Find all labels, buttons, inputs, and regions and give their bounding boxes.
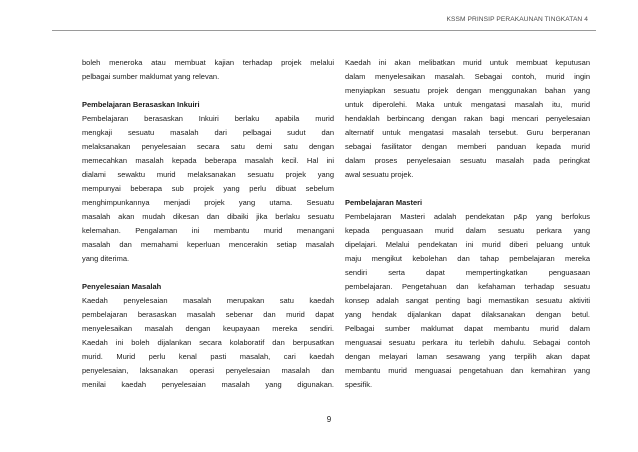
- text-line: boleh meneroka atau membuat kajian terhadap projek melalui: [82, 58, 334, 67]
- text-line: spesifik.: [345, 380, 373, 389]
- text-line: sebagai fasilitator dengan memberi panduan kepada murid: [345, 142, 590, 151]
- text-line: Pelbagai sumber maklumat dapat membantu murid dalam: [345, 324, 590, 333]
- text-line: menyelesaikan masalah dengan keupayaan mereka sendiri.: [82, 324, 334, 333]
- text-line: masalah akan mudah dikesan dan dibaiki jika berlaku sesuatu: [82, 212, 334, 221]
- text-line: awal sesuatu projek.: [345, 170, 414, 179]
- text-line: menyiapkan sesuatu projek dengan menggunakan bahan yang: [345, 86, 590, 95]
- text-line: yang hendak dijalankan dapat dilaksanakan dengan betul.: [345, 310, 590, 319]
- text-line: mempunyai beberapa sub projek yang perlu dibuat sebelum: [82, 184, 334, 193]
- text-line: menilai kaedah penyelesaian masalah yang digunakan.: [82, 380, 334, 389]
- text-line: dipelajari. Melalui pendekatan ini murid diberi peluang untuk: [345, 240, 590, 249]
- text-line: sendiri serta dapat mempertingkatkan penguasaan: [345, 268, 590, 277]
- text-line: penyelesaian, laksanakan operasi penyelesaian masalah dan: [82, 366, 334, 375]
- paragraph-gap: [82, 84, 334, 98]
- text-line: pembelajaran. Pengetahuan dan kefahaman terhadap sesuatu: [345, 282, 590, 291]
- text-line: Kaedah ini akan melibatkan murid untuk membuat keputusan: [345, 58, 590, 67]
- paragraph-gap: [345, 182, 590, 196]
- text-line: mengkaji sesuatu masalah dari pelbagai sudut dan: [82, 128, 334, 137]
- header-divider: [52, 30, 596, 31]
- text-line: Kaedah ini boleh dijalankan secara kolaboratif dan berpusatkan: [82, 338, 334, 347]
- text-line: menghimpunkannya menjadi projek yang utama. Sesuatu: [82, 198, 334, 207]
- text-line: masalah dan memahami keperluan mencerakin setiap masalah: [82, 240, 334, 249]
- text-line: pelbagai sumber maklumat yang relevan.: [82, 72, 220, 81]
- text-line: membantu murid menguasai pengetahuan dan kemahiran yang: [345, 366, 590, 375]
- text-line: murid. Murid perlu kenal pasti masalah, cari kaedah: [82, 352, 334, 361]
- running-header: KSSM PRINSIP PERAKAUNAN TINGKATAN 4: [446, 16, 588, 23]
- text-line: yang diterima.: [82, 254, 130, 263]
- text-line: memecahkan masalah kepada beberapa masalah kecil. Hal ini: [82, 156, 334, 165]
- text-line: dalam proses penyelesaian sesuatu masalah pada peringkat: [345, 156, 590, 165]
- left-text-column: [82, 56, 334, 392]
- text-line: hendaklah berbincang dengan rakan bagi mencari penyelesaian: [345, 114, 590, 123]
- text-line: dialami sewaktu murid melaksanakan sesuatu projek yang: [82, 170, 334, 179]
- text-line: menguasai sesuatu perkara itu terlebih dahulu. Sebagai contoh: [345, 338, 590, 347]
- right-text-column: [345, 56, 590, 392]
- text-line: untuk diperolehi. Maka untuk mengatasi masalah itu, murid: [345, 100, 590, 109]
- page-number: 9: [326, 415, 332, 424]
- section-heading: Pembelajaran Masteri: [345, 198, 423, 207]
- paragraph-gap: [82, 266, 334, 280]
- text-line: kelemahan. Pengalaman ini membantu murid menangani: [82, 226, 334, 235]
- section-heading: Penyelesaian Masalah: [82, 282, 162, 291]
- text-line: dalam menyelesaikan masalah. Sebagai contoh, murid ingin: [345, 72, 590, 81]
- text-line: pembelajaran berasaskan masalah sebenar dan murid dapat: [82, 310, 334, 319]
- text-line: melaksanakan penyelesaian secara satu demi satu dengan: [82, 142, 334, 151]
- text-line: alternatif untuk mengatasi masalah tersebut. Guru berperanan: [345, 128, 590, 137]
- text-line: Pembelajaran Masteri adalah pendekatan p&p yang berfokus: [345, 212, 590, 221]
- text-line: Kaedah penyelesaian masalah merupakan satu kaedah: [82, 296, 334, 305]
- text-line: kepada penguasaan murid dalam sesuatu perkara yang: [345, 226, 590, 235]
- section-heading: Pembelajaran Berasaskan Inkuiri: [82, 100, 200, 109]
- text-line: maju mengikut kebolehan dan tahap pembelajaran mereka: [345, 254, 590, 263]
- text-line: konsep adalah sangat penting bagi memastikan sesuatu aktiviti: [345, 296, 590, 305]
- text-line: Pembelajaran berasaskan Inkuiri berlaku apabila murid: [82, 114, 334, 123]
- text-line: dengan melayari laman sesawang yang terpilih akan dapat: [345, 352, 590, 361]
